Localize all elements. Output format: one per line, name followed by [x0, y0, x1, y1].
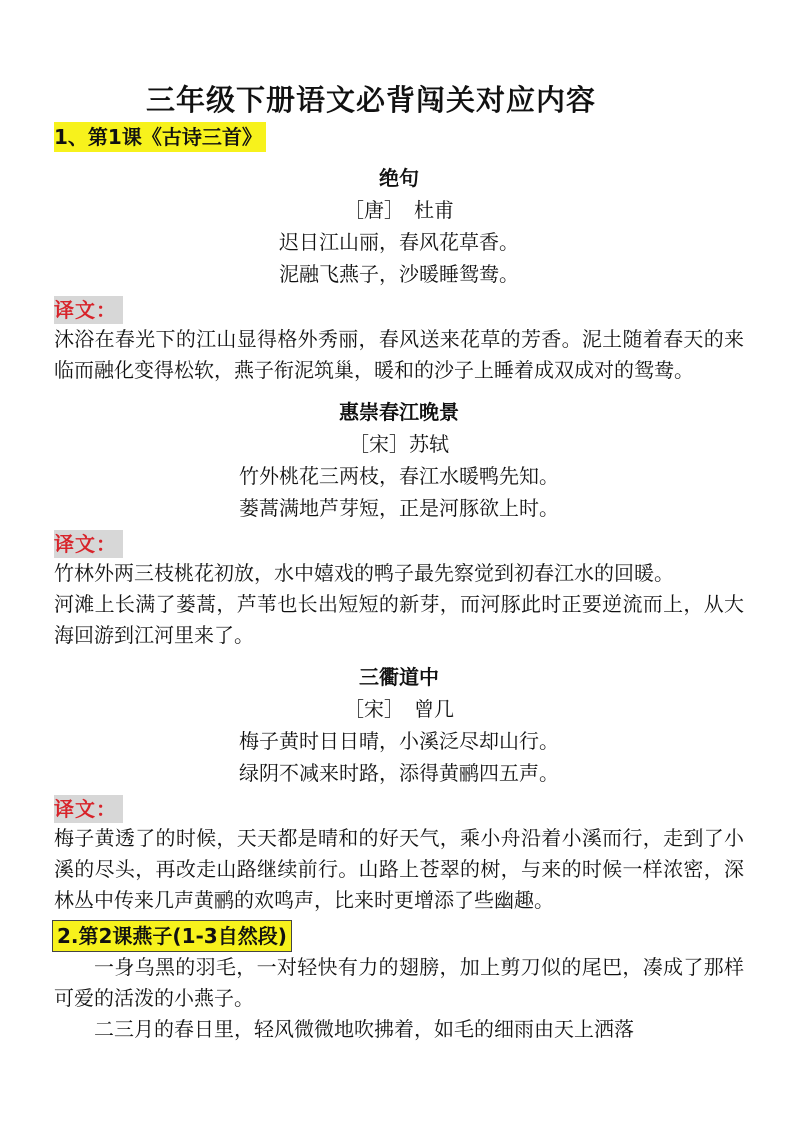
poem-line: 竹外桃花三两枝，春江水暖鸭先知。: [239, 464, 559, 488]
section-heading-lesson-2: 2.第2课燕子(1-3自然段): [52, 920, 292, 952]
poem-author: ［唐］ 杜甫: [344, 198, 454, 222]
poem-line: 泥融飞燕子，沙暖睡鸳鸯。: [279, 262, 519, 286]
poem-line: 迟日江山丽，春风花草香。: [279, 230, 519, 254]
translation-label: 译文：: [54, 296, 123, 324]
poem-author: ［宋］苏轼: [349, 432, 449, 456]
translation-text: 梅子黄透了的时候，天天都是晴和的好天气，乘小舟沿着小溪而行，走到了小溪的尽头，再改走山路继续前行。山路上苍翠的树，与来的时候一样浓密，深林丛中传来几声黄鹂的欢鸣声，比来时更增添了些幽趣。: [54, 826, 744, 912]
body-paragraph: 一身乌黑的羽毛，一对轻快有力的翅膀，加上剪刀似的尾巴，凑成了那样可爱的活泼的小燕子。: [54, 955, 744, 1010]
poem-line: 绿阴不减来时路，添得黄鹂四五声。: [239, 761, 559, 785]
translation-text: 竹林外两三枝桃花初放，水中嬉戏的鸭子最先察觉到初春江水的回暖。: [54, 561, 674, 585]
translation-label: 译文：: [54, 795, 123, 823]
poem-huichong: [54, 396, 744, 524]
translation-text: 河滩上长满了蒌蒿，芦苇也长出短短的新芽，而河豚此时正要逆流而上，从大海回游到江河里来了。: [54, 592, 744, 647]
poem-line: 蒌蒿满地芦芽短，正是河豚欲上时。: [239, 496, 559, 520]
poem-title: 绝句: [379, 166, 419, 190]
translation-label: 译文：: [54, 530, 123, 558]
body-paragraph: 二三月的春日里，轻风微微地吹拂着，如毛的细雨由天上洒落: [94, 1017, 634, 1041]
poem-sanqu: [54, 661, 744, 789]
translation-text: 沐浴在春光下的江山显得格外秀丽，春风送来花草的芳香。泥土随着春天的来临而融化变得松软，燕子衔泥筑巢，暖和的沙子上睡着成双成对的鸳鸯。: [54, 327, 744, 382]
section-heading-lesson-1: 1、第1课《古诗三首》: [54, 122, 266, 152]
poem-jueju: [54, 162, 744, 290]
poem-title: 三衢道中: [359, 665, 439, 689]
poem-line: 梅子黄时日日晴，小溪泛尽却山行。: [239, 729, 559, 753]
poem-title: 惠崇春江晚景: [339, 400, 459, 424]
document-page: [54, 78, 744, 1045]
page-title: 三年级下册语文必背闯关对应内容: [146, 83, 597, 117]
poem-author: ［宋］ 曾几: [344, 697, 454, 721]
